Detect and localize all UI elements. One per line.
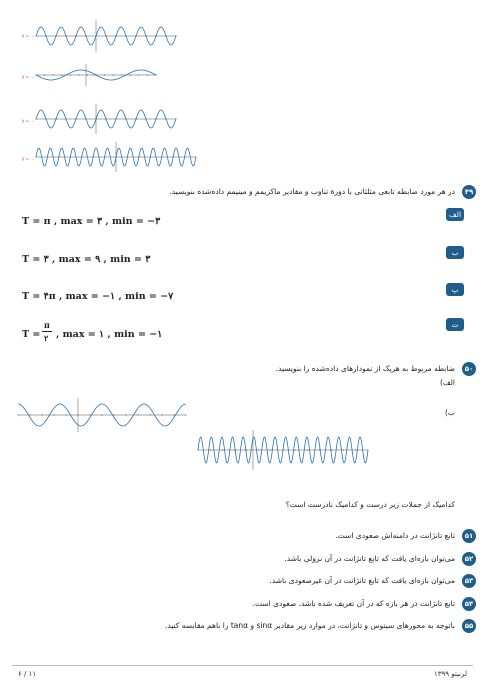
graph-label: y = … [22,74,35,79]
fraction-numerator: π [44,320,50,330]
footer-divider [12,665,473,666]
graph-label: y = … [22,33,35,38]
statement-51-text: تابع تانژانت در دامنه‌اش صعودی است. [335,531,455,540]
fraction-denominator: ۲ [44,333,49,343]
option-tag-alef: الف [446,208,464,221]
formula-pe: T = ۴π , max = −۱ , min = −۷ [22,291,174,302]
graph-label: y = … [22,156,35,161]
formula-te-t: T = [22,329,41,340]
formula-te-rest: , max = ۱ , min = −۱ [56,329,163,340]
option-tag-te: ت [446,318,464,331]
graph-label: y = … [22,118,35,123]
question-50-text: ضابطه مربوط به هریک از نمودارهای داده‌شده را بنویسید. [275,364,455,373]
tf-intro: کدامیک از جملات زیر درست و کدامیک نادرست است؟ [285,500,455,509]
question-number-49: ۴۹ [462,185,476,199]
statement-number-54: ۵۴ [462,597,476,611]
page-number: ۶ / ۱۱ [18,670,37,678]
part-b-label: ب) [445,408,455,417]
question-49-text: در هر مورد ضابطه تابعی مثلثاتی با دورهٔ تناوب و مقادیر ماکزیمم و مینیمم داده‌شده بنویسید. [169,187,455,196]
statement-number-53: ۵۳ [462,574,476,588]
graph-part-b [198,430,368,470]
statement-number-55: ۵۵ [462,619,476,633]
fraction-bar [42,331,52,332]
statement-52-text: می‌توان بازه‌ای یافت که تابع تانژانت در آن نزولی باشد. [284,554,455,563]
statement-number-51: ۵۱ [462,529,476,543]
statement-54-text: تابع تانژانت در هر بازه که در آن تعریف شده باشد، صعودی است. [252,599,455,608]
graph-part-a [18,398,186,432]
option-tag-be: ب [446,246,464,259]
footer-brand: لرنیتو ۱۳۹۹ [433,670,467,678]
statement-53-text: می‌توان بازه‌ای یافت که تابع تانژانت در آن غیرصعودی باشد. [269,576,455,585]
sine-graph-3 [36,104,176,134]
question-number-50: ۵۰ [462,362,476,376]
part-a-label: الف) [439,378,455,387]
formula-alef: T = π , max = ۳ , min = −۳ [22,216,161,227]
option-tag-pe: پ [446,283,464,296]
sine-graph-1 [36,20,176,52]
sine-graph-2 [36,64,156,86]
sine-graph-4 [36,142,196,172]
statement-55-text: باتوجه به محورهای سینوس و تانژانت، در موارد زیر مقادیر sinα و tanα را باهم مقایسه کنید. [164,621,455,630]
formula-be: T = ۳ , max = ۹ , min = ۳ [22,254,151,265]
statement-number-52: ۵۲ [462,552,476,566]
